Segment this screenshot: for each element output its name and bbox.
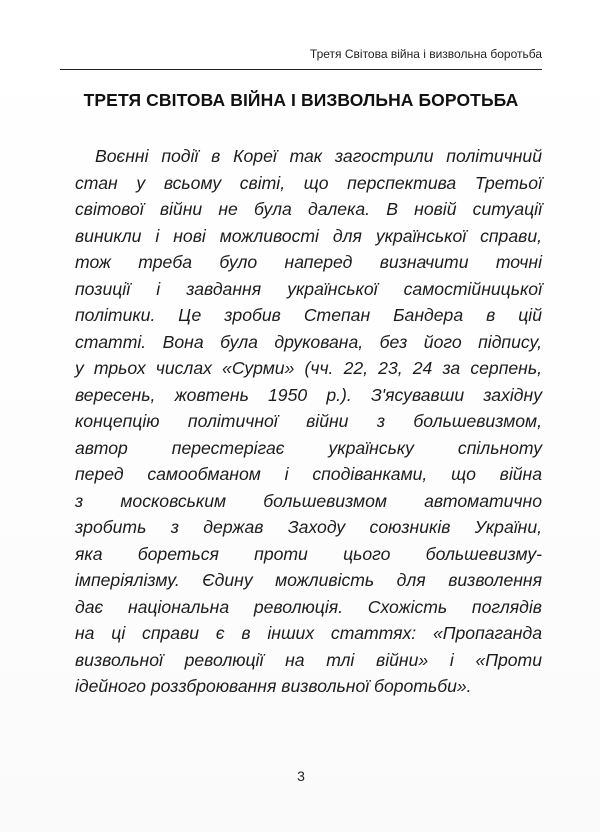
paragraph-line: тож треба було наперед визначити точні	[75, 252, 542, 272]
paragraph-line: виникли і нові можливості для української справи,	[75, 225, 542, 246]
paragraph-line: стан у всьому світі, що перспектива Третьої	[75, 172, 542, 193]
paragraph-line: Воєнні події в Кореї так загострили політичний	[95, 146, 542, 166]
paragraph-line: політики. Це зробив Степан Бандера в цій	[75, 305, 542, 325]
paragraph-line: вересень, жовтень 1950 р.). З'ясувавши західну	[75, 384, 542, 405]
paragraph-line: імперіялізму. Єдину можливість для визволення	[75, 570, 542, 590]
paragraph-line: позиції і завдання української самостійницької	[75, 278, 542, 299]
article-title: ТРЕТЯ СВІТОВА ВІЙНА І ВИЗВОЛЬНА БОРОТЬБА	[83, 90, 519, 110]
paragraph-line: дає національна революція. Схожість поглядів	[75, 596, 542, 617]
paragraph-line: статті. Вона була друкована, без його підпису,	[75, 331, 542, 352]
paragraph-line: з московським большевизмом автоматично	[75, 490, 542, 511]
paragraph-line: у трьох числах «Сурми» (чч. 22, 23, 24 за серпень,	[75, 358, 542, 378]
paragraph-line: концепцію політичної війни з большевизмом,	[75, 411, 542, 431]
paragraph-line: ідейного роззброювання визвольної боротьби».	[75, 676, 472, 696]
paragraph-line: світової війни не була далека. В новій ситуації	[75, 199, 542, 219]
paragraph-line: визвольної революції на тлі війни» і «Проти	[75, 649, 542, 670]
paragraph-line: на ці справи є в інших статтях: «Пропаганда	[75, 623, 542, 643]
page-number: 3	[297, 768, 305, 784]
running-head: Третя Світова війна і визвольна боротьба	[309, 47, 542, 61]
header-rule	[60, 69, 542, 70]
paragraph-line: автор перестерігає українську спільноту	[75, 437, 542, 458]
paragraph-line: зробить з держав Заходу союзників України,	[75, 517, 542, 537]
paragraph-line: перед самообманом і сподіванками, що війна	[75, 464, 542, 484]
paragraph-line: яка бореться проти цього большевизму-	[75, 543, 542, 564]
article-paragraph	[75, 143, 542, 700]
